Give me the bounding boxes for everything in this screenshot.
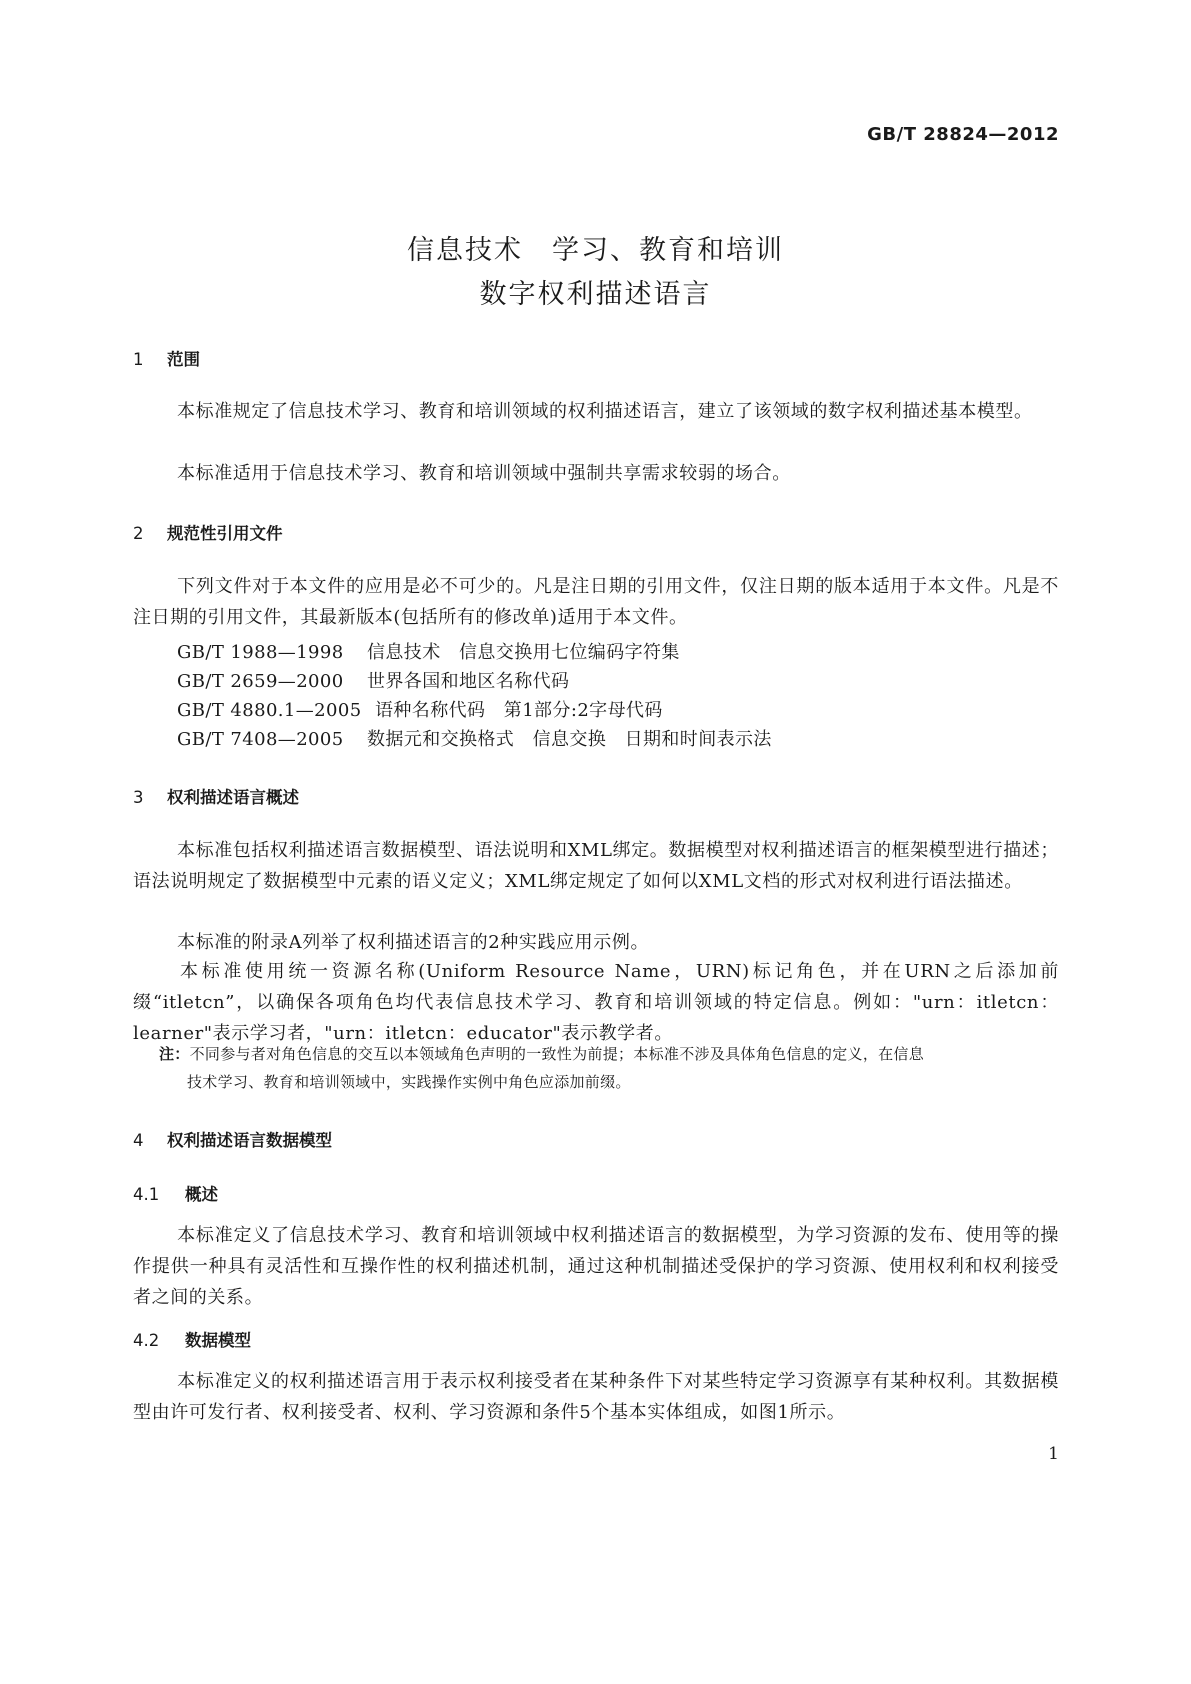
reference-code: GB/T 7408—2005 [177,729,344,750]
section-title: 数据模型 [185,1331,251,1350]
standard-code: GB/T 28824—2012 [867,124,1059,145]
section-number: 4 [133,1131,144,1150]
section-1-paragraph-2 [133,458,1059,489]
note-text-line2: 技术学习、教育和培训领域中，实践操作实例中角色应添加前缀。 [187,1073,631,1091]
section-title: 规范性引用文件 [167,524,283,543]
note-label: 注： [159,1045,190,1063]
section-3-paragraph-2 [133,927,1059,958]
reference-title: 数据元和交换格式 信息交换 日期和时间表示法 [367,729,772,750]
section-4-2-heading [133,1327,251,1351]
section-title: 概述 [185,1185,218,1204]
note-text-line1: 不同参与者对角色信息的交互以本领域角色声明的一致性为前提；本标准不涉及具体角色信息的定义，在信息 [189,1045,925,1063]
section-number: 4.1 [133,1185,160,1204]
reference-item [177,696,663,722]
reference-title: 语种名称代码 第1部分:2字母代码 [375,700,663,721]
paragraph-text: 下列文件对于本文件的应用是必不可少的。凡是注日期的引用文件，仅注日期的版本适用于本文件。凡是不注日期的引用文件，其最新版本(包括所有的修改单)适用于本文件。 [133,576,1059,628]
section-title: 范围 [167,350,200,369]
document-title-line2: 数字权利描述语言 [479,279,712,310]
paragraph-text: 本标准适用于信息技术学习、教育和培训领域中强制共享需求较弱的场合。 [177,463,791,484]
reference-item [177,725,772,751]
reference-code: GB/T 4880.1—2005 [177,700,362,721]
page-number: 1 [1048,1444,1059,1464]
section-4-heading [133,1127,332,1151]
paragraph-text: 本标准使用统一资源名称(Uniform Resource Name，URN)标记角色，并在URN之后添加前缀“itletcn”，以确保各项角色均代表信息技术学习、教育和培训领域的特定信息。例如："urn：itletcn：learner"表示学习者，"urn：itletcn：educator"表示教学者。 [133,961,1059,1044]
section-3-note [159,1040,1059,1096]
paragraph-text: 本标准定义的权利描述语言用于表示权利接受者在某种条件下对某些特定学习资源享有某种权利。其数据模型由许可发行者、权利接受者、权利、学习资源和条件5个基本实体组成，如图1所示。 [133,1371,1059,1423]
paragraph-text: 本标准的附录A列举了权利描述语言的2种实践应用示例。 [177,932,650,953]
section-3-heading [133,784,299,808]
section-1-heading [133,346,200,370]
section-number: 1 [133,350,144,369]
reference-item [177,638,680,664]
paragraph-text: 本标准包括权利描述语言数据模型、语法说明和XML绑定。数据模型对权利描述语言的框架模型进行描述；语法说明规定了数据模型中元素的语义定义；XML绑定规定了如何以XML文档的形式对权利进行语法描述。 [133,840,1059,892]
section-3-paragraph-3 [133,956,1059,1049]
section-4-2-paragraph-1 [133,1366,1059,1428]
section-1-paragraph-1 [133,396,1059,427]
section-number: 3 [133,788,144,807]
section-title: 权利描述语言概述 [167,788,299,807]
paragraph-text: 本标准定义了信息技术学习、教育和培训领域中权利描述语言的数据模型，为学习资源的发布、使用等的操作提供一种具有灵活性和互操作性的权利描述机制，通过这种机制描述受保护的学习资源、使用权利和权利接受者之间的关系。 [133,1225,1059,1308]
paragraph-text: 本标准规定了信息技术学习、教育和培训领域的权利描述语言，建立了该领域的数字权利描述基本模型。 [177,401,1033,422]
section-title: 权利描述语言数据模型 [167,1131,332,1150]
section-4-1-heading [133,1181,218,1205]
section-2-paragraph-1 [133,571,1059,633]
section-number: 2 [133,524,144,543]
section-3-paragraph-1 [133,835,1059,897]
reference-item [177,667,569,693]
reference-title: 信息技术 信息交换用七位编码字符集 [367,642,680,663]
section-4-1-paragraph-1 [133,1220,1059,1313]
section-number: 4.2 [133,1331,160,1350]
document-title-line1: 信息技术 学习、教育和培训 [407,235,784,266]
reference-code: GB/T 2659—2000 [177,671,344,692]
section-2-heading [133,520,283,544]
reference-code: GB/T 1988—1998 [177,642,344,663]
reference-title: 世界各国和地区名称代码 [367,671,570,692]
